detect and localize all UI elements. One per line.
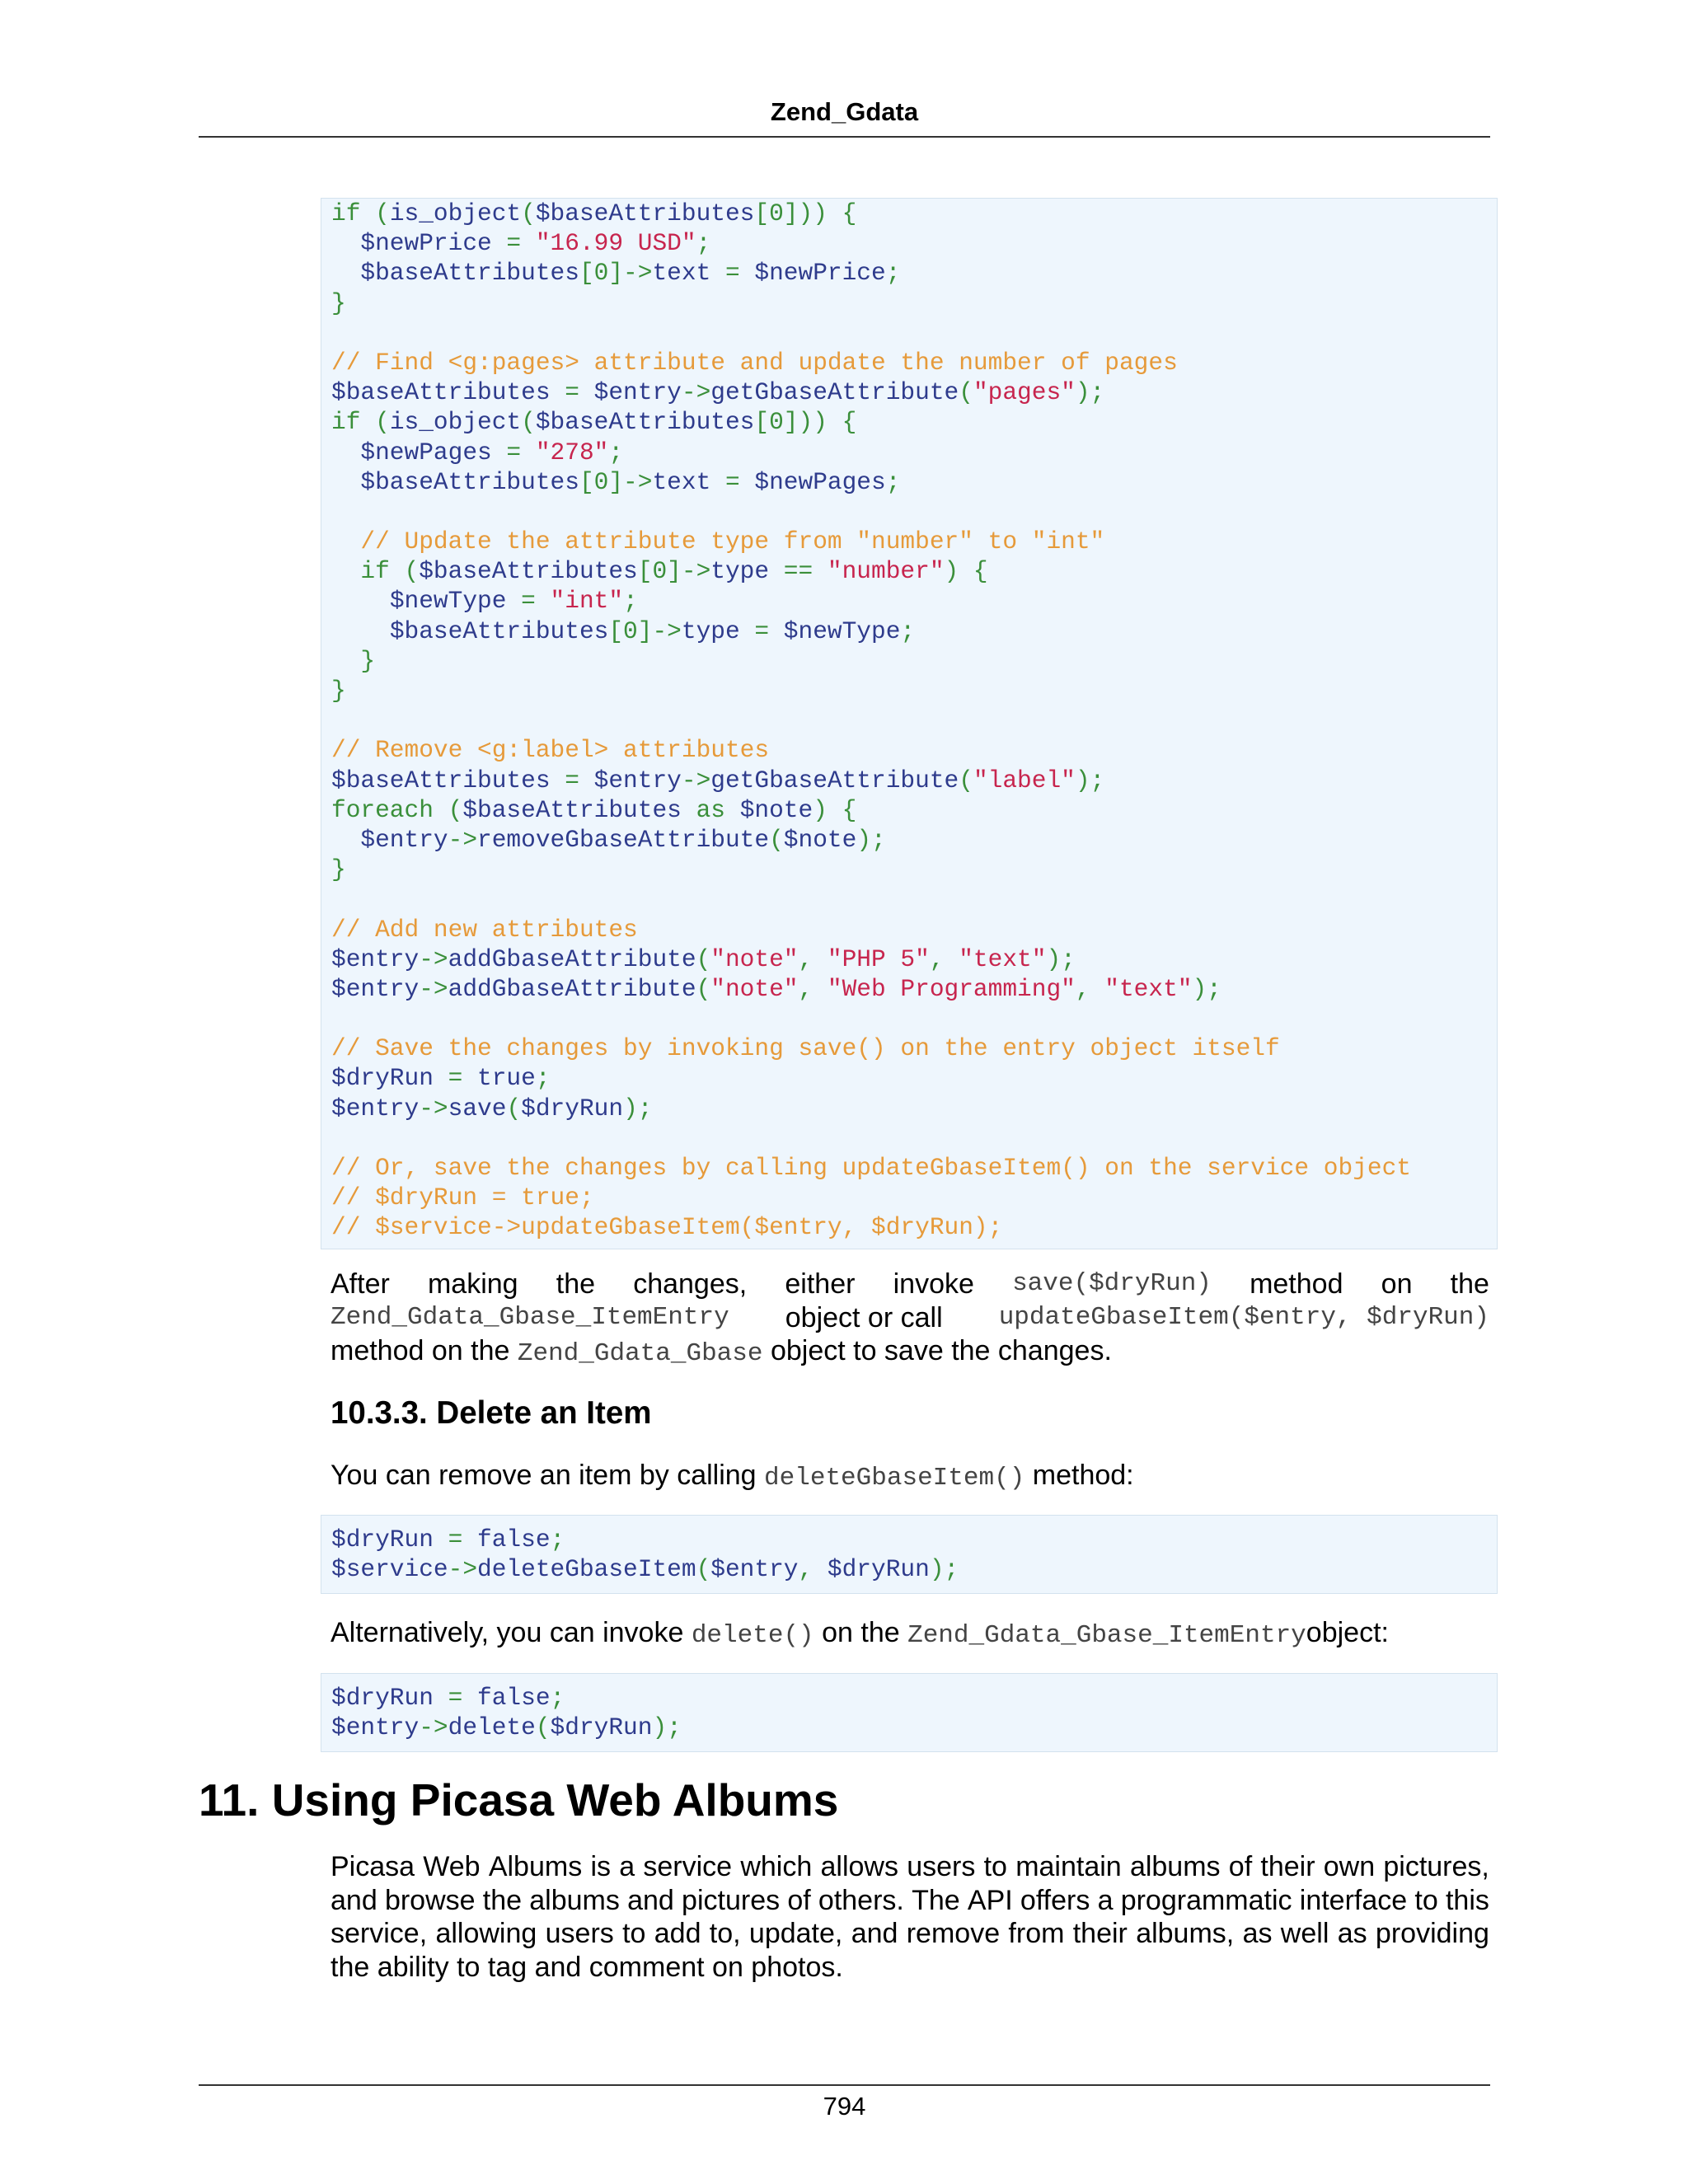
- picasa-line: [331, 1951, 1489, 1985]
- code-token: "pages": [973, 378, 1076, 407]
- word: and: [331, 1884, 377, 1916]
- word: users: [907, 1851, 976, 1882]
- text: method on the: [331, 1335, 510, 1366]
- inline-code-gbase: Zend_Gdata_Gbase: [517, 1339, 763, 1368]
- code-line: [331, 527, 1497, 556]
- paragraph-alternative: [331, 1616, 1489, 1653]
- word: the: [1450, 1268, 1489, 1300]
- code-line: [331, 1683, 1497, 1713]
- word: Web: [423, 1851, 481, 1882]
- word: changes,: [633, 1268, 748, 1300]
- code-token: save: [448, 1094, 507, 1122]
- code-token: );: [1046, 944, 1076, 973]
- code-line: [331, 586, 1497, 616]
- code-token: // $service->updateGbaseItem($entry, $dryRun);: [331, 1213, 1003, 1242]
- code-token: // Or, save the changes by calling updateGbaseItem() on the service object: [331, 1154, 1412, 1182]
- text: object:: [1306, 1617, 1389, 1648]
- code-token: $newType: [783, 616, 901, 645]
- code-token: $entry: [331, 1713, 420, 1742]
- code-line: [331, 616, 1497, 646]
- code-token: =: [550, 378, 594, 407]
- code-token: // Add new attributes: [331, 915, 638, 944]
- word: of: [787, 1884, 811, 1916]
- code-token: [0]->: [579, 259, 653, 288]
- code-token: [0])) {: [754, 199, 857, 227]
- code-line: [331, 258, 1497, 288]
- code-token: }: [331, 855, 346, 884]
- code-token: "Web Programming": [827, 974, 1076, 1003]
- code-token: (: [696, 974, 711, 1003]
- code-token: ) {: [944, 557, 988, 586]
- picasa-line: [331, 1917, 1489, 1951]
- code-token: =: [739, 616, 784, 645]
- code-token: [331, 527, 360, 555]
- code-block-delete-service: [321, 1515, 1498, 1594]
- word: albums: [1129, 1851, 1221, 1882]
- code-token: "number": [827, 557, 945, 586]
- word: interface: [1299, 1884, 1408, 1916]
- code-token: type: [681, 616, 740, 645]
- code-token: delete: [448, 1713, 536, 1742]
- paragraph-line-3: [331, 1334, 1489, 1371]
- code-line: [331, 1212, 1497, 1242]
- code-token: =: [433, 1526, 478, 1554]
- code-token: $entry: [710, 1555, 799, 1584]
- code-token: [331, 438, 360, 466]
- code-token: $baseAttributes: [419, 557, 638, 586]
- code-token: is_object: [389, 408, 522, 437]
- code-token: $newPages: [360, 438, 492, 466]
- code-line: [331, 1063, 1497, 1093]
- code-token: =: [491, 229, 536, 258]
- code-token: $entry: [331, 944, 420, 973]
- code-token: [331, 557, 360, 585]
- code-token: );: [652, 1713, 682, 1742]
- word: their: [1072, 1918, 1128, 1949]
- code-token: $note: [739, 795, 814, 824]
- code-token: =: [491, 438, 536, 466]
- word: users: [545, 1918, 614, 1949]
- code-token: as: [681, 795, 740, 824]
- code-line: [331, 676, 1497, 705]
- word: to: [622, 1918, 646, 1949]
- code-token: ->: [448, 1555, 478, 1584]
- code-token: // Update the attribute type from "number" to "int": [360, 527, 1105, 556]
- code-token: $baseAttributes: [360, 467, 579, 496]
- code-line: [331, 1123, 1497, 1153]
- code-token: ;: [608, 438, 624, 466]
- word: and: [627, 1884, 674, 1916]
- code-token: $entry: [331, 1094, 420, 1122]
- code-line: [331, 1033, 1497, 1063]
- code-token: [331, 468, 360, 496]
- code-token: "text": [959, 944, 1047, 973]
- word: the: [482, 1884, 523, 1916]
- paragraph-line-2: [331, 1301, 1489, 1335]
- code-token: $newType: [389, 587, 507, 616]
- word: others.: [818, 1884, 904, 1916]
- paragraph-line-1: [331, 1268, 1489, 1301]
- word: a: [1097, 1884, 1114, 1916]
- code-token: $dryRun: [550, 1713, 653, 1742]
- word: invoke: [893, 1268, 974, 1300]
- code-token: ) {: [813, 795, 857, 824]
- code-token: ->: [419, 1094, 448, 1122]
- code-token: $newPrice: [754, 259, 886, 288]
- word: browse: [384, 1884, 476, 1916]
- code-token: (: [535, 1713, 551, 1742]
- code-token: }: [331, 677, 346, 705]
- code-token: [331, 229, 360, 257]
- word: add: [654, 1918, 701, 1949]
- word: The: [912, 1884, 960, 1916]
- code-token: (: [506, 1094, 522, 1122]
- code-token: );: [929, 1555, 959, 1584]
- code-token: text: [652, 259, 711, 288]
- header-rule: [199, 136, 1490, 138]
- code-block-update-item: [321, 198, 1498, 1249]
- code-token: =: [433, 1064, 478, 1093]
- code-line: [331, 1554, 1497, 1584]
- code-line: [331, 1004, 1497, 1033]
- code-token: true: [477, 1064, 536, 1093]
- code-token: [0]->: [579, 467, 653, 496]
- code-token: if (: [331, 408, 390, 437]
- code-token: "note": [710, 974, 799, 1003]
- code-token: [0]->: [637, 557, 711, 586]
- word: service: [643, 1851, 733, 1882]
- word: the: [556, 1268, 596, 1300]
- code-line: [331, 766, 1497, 795]
- code-token: $dryRun: [331, 1064, 434, 1093]
- code-token: }: [331, 288, 346, 317]
- paragraph-after-changes: [331, 1268, 1489, 1371]
- code-token: $newPages: [754, 467, 886, 496]
- code-line: [331, 1094, 1497, 1123]
- picasa-line: [331, 1850, 1489, 1884]
- code-token: "PHP 5": [827, 944, 930, 973]
- word: on: [1381, 1268, 1413, 1300]
- code-token: $baseAttributes: [462, 795, 682, 824]
- code-token: (: [959, 378, 973, 407]
- code-token: $baseAttributes: [331, 378, 551, 407]
- code-line: [331, 288, 1497, 318]
- word: own: [1323, 1851, 1376, 1882]
- word: as: [1337, 1918, 1367, 1949]
- code-token: ->: [681, 766, 711, 794]
- word: to: [1414, 1884, 1438, 1916]
- code-token: ;: [550, 1526, 565, 1554]
- code-line: [331, 884, 1497, 914]
- code-token: $dryRun: [827, 1555, 930, 1584]
- inline-code-deletegbaseitem: deleteGbaseItem(): [764, 1464, 1025, 1493]
- inline-code-save: save($dryRun): [1012, 1269, 1212, 1298]
- code-token: false: [477, 1684, 551, 1712]
- code-token: ;: [885, 259, 901, 288]
- word: providing: [1375, 1918, 1489, 1949]
- word: making: [427, 1268, 518, 1300]
- code-token: ->: [448, 825, 478, 854]
- code-token: "int": [550, 587, 624, 616]
- word: their: [1260, 1851, 1315, 1882]
- code-token: ;: [550, 1684, 565, 1712]
- code-token: "278": [535, 438, 609, 466]
- code-line: [331, 467, 1497, 497]
- code-token: (: [521, 408, 536, 437]
- inline-code-updategbaseitem: updateGbaseItem($entry, $dryRun): [998, 1302, 1489, 1332]
- code-line: [331, 825, 1497, 855]
- code-line: [331, 1713, 1497, 1742]
- code-token: $baseAttributes: [331, 766, 551, 794]
- code-token: ,: [798, 974, 828, 1003]
- code-token: ==: [769, 557, 828, 586]
- page-header-title: Zend_Gdata: [770, 97, 919, 126]
- code-token: "text": [1104, 974, 1193, 1003]
- code-token: =: [710, 259, 755, 288]
- word: pictures: [682, 1884, 781, 1916]
- text: on the: [822, 1617, 900, 1648]
- text: method:: [1032, 1460, 1134, 1491]
- line-text: the ability to tag and comment on photos.: [331, 1951, 843, 1983]
- word: as: [1242, 1918, 1273, 1949]
- code-token: type: [710, 557, 770, 586]
- code-token: "note": [710, 944, 799, 973]
- code-token: "16.99 USD": [535, 229, 696, 258]
- code-token: (: [959, 766, 973, 794]
- word: API: [967, 1884, 1013, 1916]
- code-token: addGbaseAttribute: [448, 944, 696, 973]
- text: object to save the changes.: [770, 1335, 1112, 1366]
- code-token: =: [506, 587, 551, 616]
- word: to,: [709, 1918, 741, 1949]
- code-token: [331, 587, 390, 615]
- code-token: getGbaseAttribute: [710, 766, 959, 794]
- word: and: [851, 1918, 898, 1949]
- word: programmatic: [1120, 1884, 1292, 1916]
- code-token: ->: [681, 378, 711, 407]
- paragraph-delete-intro: [331, 1459, 1489, 1496]
- word: either: [785, 1268, 856, 1300]
- word: Albums: [488, 1851, 583, 1882]
- text: Alternatively, you can invoke: [331, 1617, 684, 1648]
- code-line: [331, 795, 1497, 825]
- word: method: [1250, 1268, 1343, 1300]
- word: from: [1008, 1918, 1065, 1949]
- code-line: [331, 377, 1497, 407]
- code-token: text: [652, 467, 711, 496]
- word: to: [983, 1851, 1007, 1882]
- code-token: );: [1075, 378, 1105, 407]
- code-token: ,: [798, 1555, 828, 1584]
- word: a: [619, 1851, 635, 1882]
- code-line: [331, 1153, 1497, 1183]
- code-token: );: [623, 1094, 653, 1122]
- code-token: ,: [929, 944, 959, 973]
- code-token: deleteGbaseItem: [477, 1555, 696, 1584]
- word: service,: [331, 1918, 428, 1949]
- code-token: false: [477, 1526, 551, 1554]
- word: this: [1445, 1884, 1489, 1916]
- code-token: =: [550, 766, 594, 794]
- section-heading-delete-item: 10.3.3. Delete an Item: [331, 1395, 652, 1431]
- code-token: removeGbaseAttribute: [477, 825, 770, 854]
- code-token: // Save the changes by invoking save() on the entry object itself: [331, 1034, 1280, 1063]
- code-token: );: [856, 825, 886, 854]
- code-line: [331, 1183, 1497, 1212]
- code-token: // Remove <g:label> attributes: [331, 736, 770, 765]
- word: offers: [1020, 1884, 1090, 1916]
- code-token: $baseAttributes: [360, 259, 579, 288]
- code-token: $service: [331, 1555, 448, 1584]
- code-token: =: [433, 1684, 478, 1712]
- code-token: ;: [535, 1064, 551, 1093]
- page-number: 794: [823, 2092, 866, 2121]
- word: allowing: [435, 1918, 537, 1949]
- inline-code-itementry: Zend_Gdata_Gbase_ItemEntry: [331, 1302, 729, 1332]
- code-token: // Find <g:pages> attribute and update the number of pages: [331, 348, 1178, 377]
- code-token: $baseAttributes: [535, 408, 755, 437]
- code-token: ;: [696, 229, 711, 258]
- paragraph-picasa-intro: [331, 1850, 1489, 1984]
- word: update,: [748, 1918, 843, 1949]
- code-line: [331, 556, 1497, 586]
- word: albums: [529, 1884, 620, 1916]
- code-token: ;: [885, 467, 901, 496]
- footer-rule: [199, 2084, 1490, 2086]
- code-token: "label": [973, 766, 1076, 794]
- code-token: [331, 826, 360, 854]
- code-line: [331, 438, 1497, 467]
- code-token: (: [696, 944, 711, 973]
- code-line: [331, 915, 1497, 944]
- code-token: if (: [331, 199, 390, 227]
- code-line: [331, 855, 1497, 884]
- code-token: $dryRun: [521, 1094, 624, 1122]
- code-line: [331, 318, 1497, 348]
- code-token: addGbaseAttribute: [448, 974, 696, 1003]
- code-line: [331, 646, 1497, 676]
- code-line: [331, 705, 1497, 735]
- code-token: $entry: [593, 378, 682, 407]
- code-line: [331, 199, 1497, 228]
- code-token: $entry: [331, 974, 420, 1003]
- word: remove: [906, 1918, 1001, 1949]
- code-line: [331, 228, 1497, 258]
- code-line: [331, 974, 1497, 1004]
- code-token: (: [521, 199, 536, 227]
- inline-code-delete: delete(): [691, 1621, 814, 1650]
- word: well: [1280, 1918, 1329, 1949]
- code-token: ->: [419, 944, 448, 973]
- code-token: ;: [623, 587, 638, 616]
- code-line: [331, 497, 1497, 527]
- word: After: [331, 1268, 390, 1300]
- code-line: [331, 348, 1497, 377]
- code-token: $baseAttributes: [389, 616, 609, 645]
- code-token: // $dryRun = true;: [331, 1183, 594, 1212]
- code-token: $newPrice: [360, 229, 492, 258]
- section-heading-picasa: 11. Using Picasa Web Albums: [199, 1774, 839, 1825]
- code-token: $baseAttributes: [535, 199, 755, 227]
- code-token: is_object: [389, 199, 522, 227]
- code-token: =: [710, 467, 755, 496]
- word: allows: [820, 1851, 898, 1882]
- text: object or call: [785, 1301, 943, 1333]
- code-token: $entry: [360, 825, 448, 854]
- code-line: [331, 944, 1497, 974]
- word: maintain: [1015, 1851, 1122, 1882]
- word: which: [740, 1851, 813, 1882]
- code-token: ->: [419, 1713, 448, 1742]
- code-token: (: [696, 1555, 711, 1584]
- code-token: [0]->: [608, 616, 682, 645]
- code-token: if (: [360, 557, 420, 586]
- word: Picasa: [331, 1851, 415, 1882]
- code-token: ,: [1075, 974, 1105, 1003]
- code-token: $dryRun: [331, 1684, 434, 1712]
- code-token: );: [1192, 974, 1221, 1003]
- code-token: $entry: [593, 766, 682, 794]
- picasa-line: [331, 1884, 1489, 1918]
- code-token: $dryRun: [331, 1526, 434, 1554]
- code-line: [331, 735, 1497, 765]
- code-token: [331, 259, 360, 287]
- word: of: [1228, 1851, 1253, 1882]
- inline-code-itementry: Zend_Gdata_Gbase_ItemEntry: [907, 1621, 1306, 1650]
- code-line: [331, 1525, 1497, 1554]
- text: You can remove an item by calling: [331, 1460, 757, 1491]
- code-token: [331, 617, 390, 645]
- code-token: );: [1075, 766, 1105, 794]
- code-token: }: [331, 646, 376, 675]
- code-block-delete-entry: [321, 1673, 1498, 1752]
- word: pictures,: [1383, 1851, 1489, 1882]
- word: albums,: [1136, 1918, 1235, 1949]
- code-token: ,: [798, 944, 828, 973]
- code-token: foreach (: [331, 795, 463, 824]
- code-token: getGbaseAttribute: [710, 378, 959, 407]
- code-token: (: [769, 825, 784, 854]
- code-token: ;: [900, 616, 916, 645]
- code-token: ->: [419, 974, 448, 1003]
- word: is: [590, 1851, 611, 1882]
- code-line: [331, 407, 1497, 437]
- code-token: [0])) {: [754, 408, 857, 437]
- code-token: $note: [783, 825, 857, 854]
